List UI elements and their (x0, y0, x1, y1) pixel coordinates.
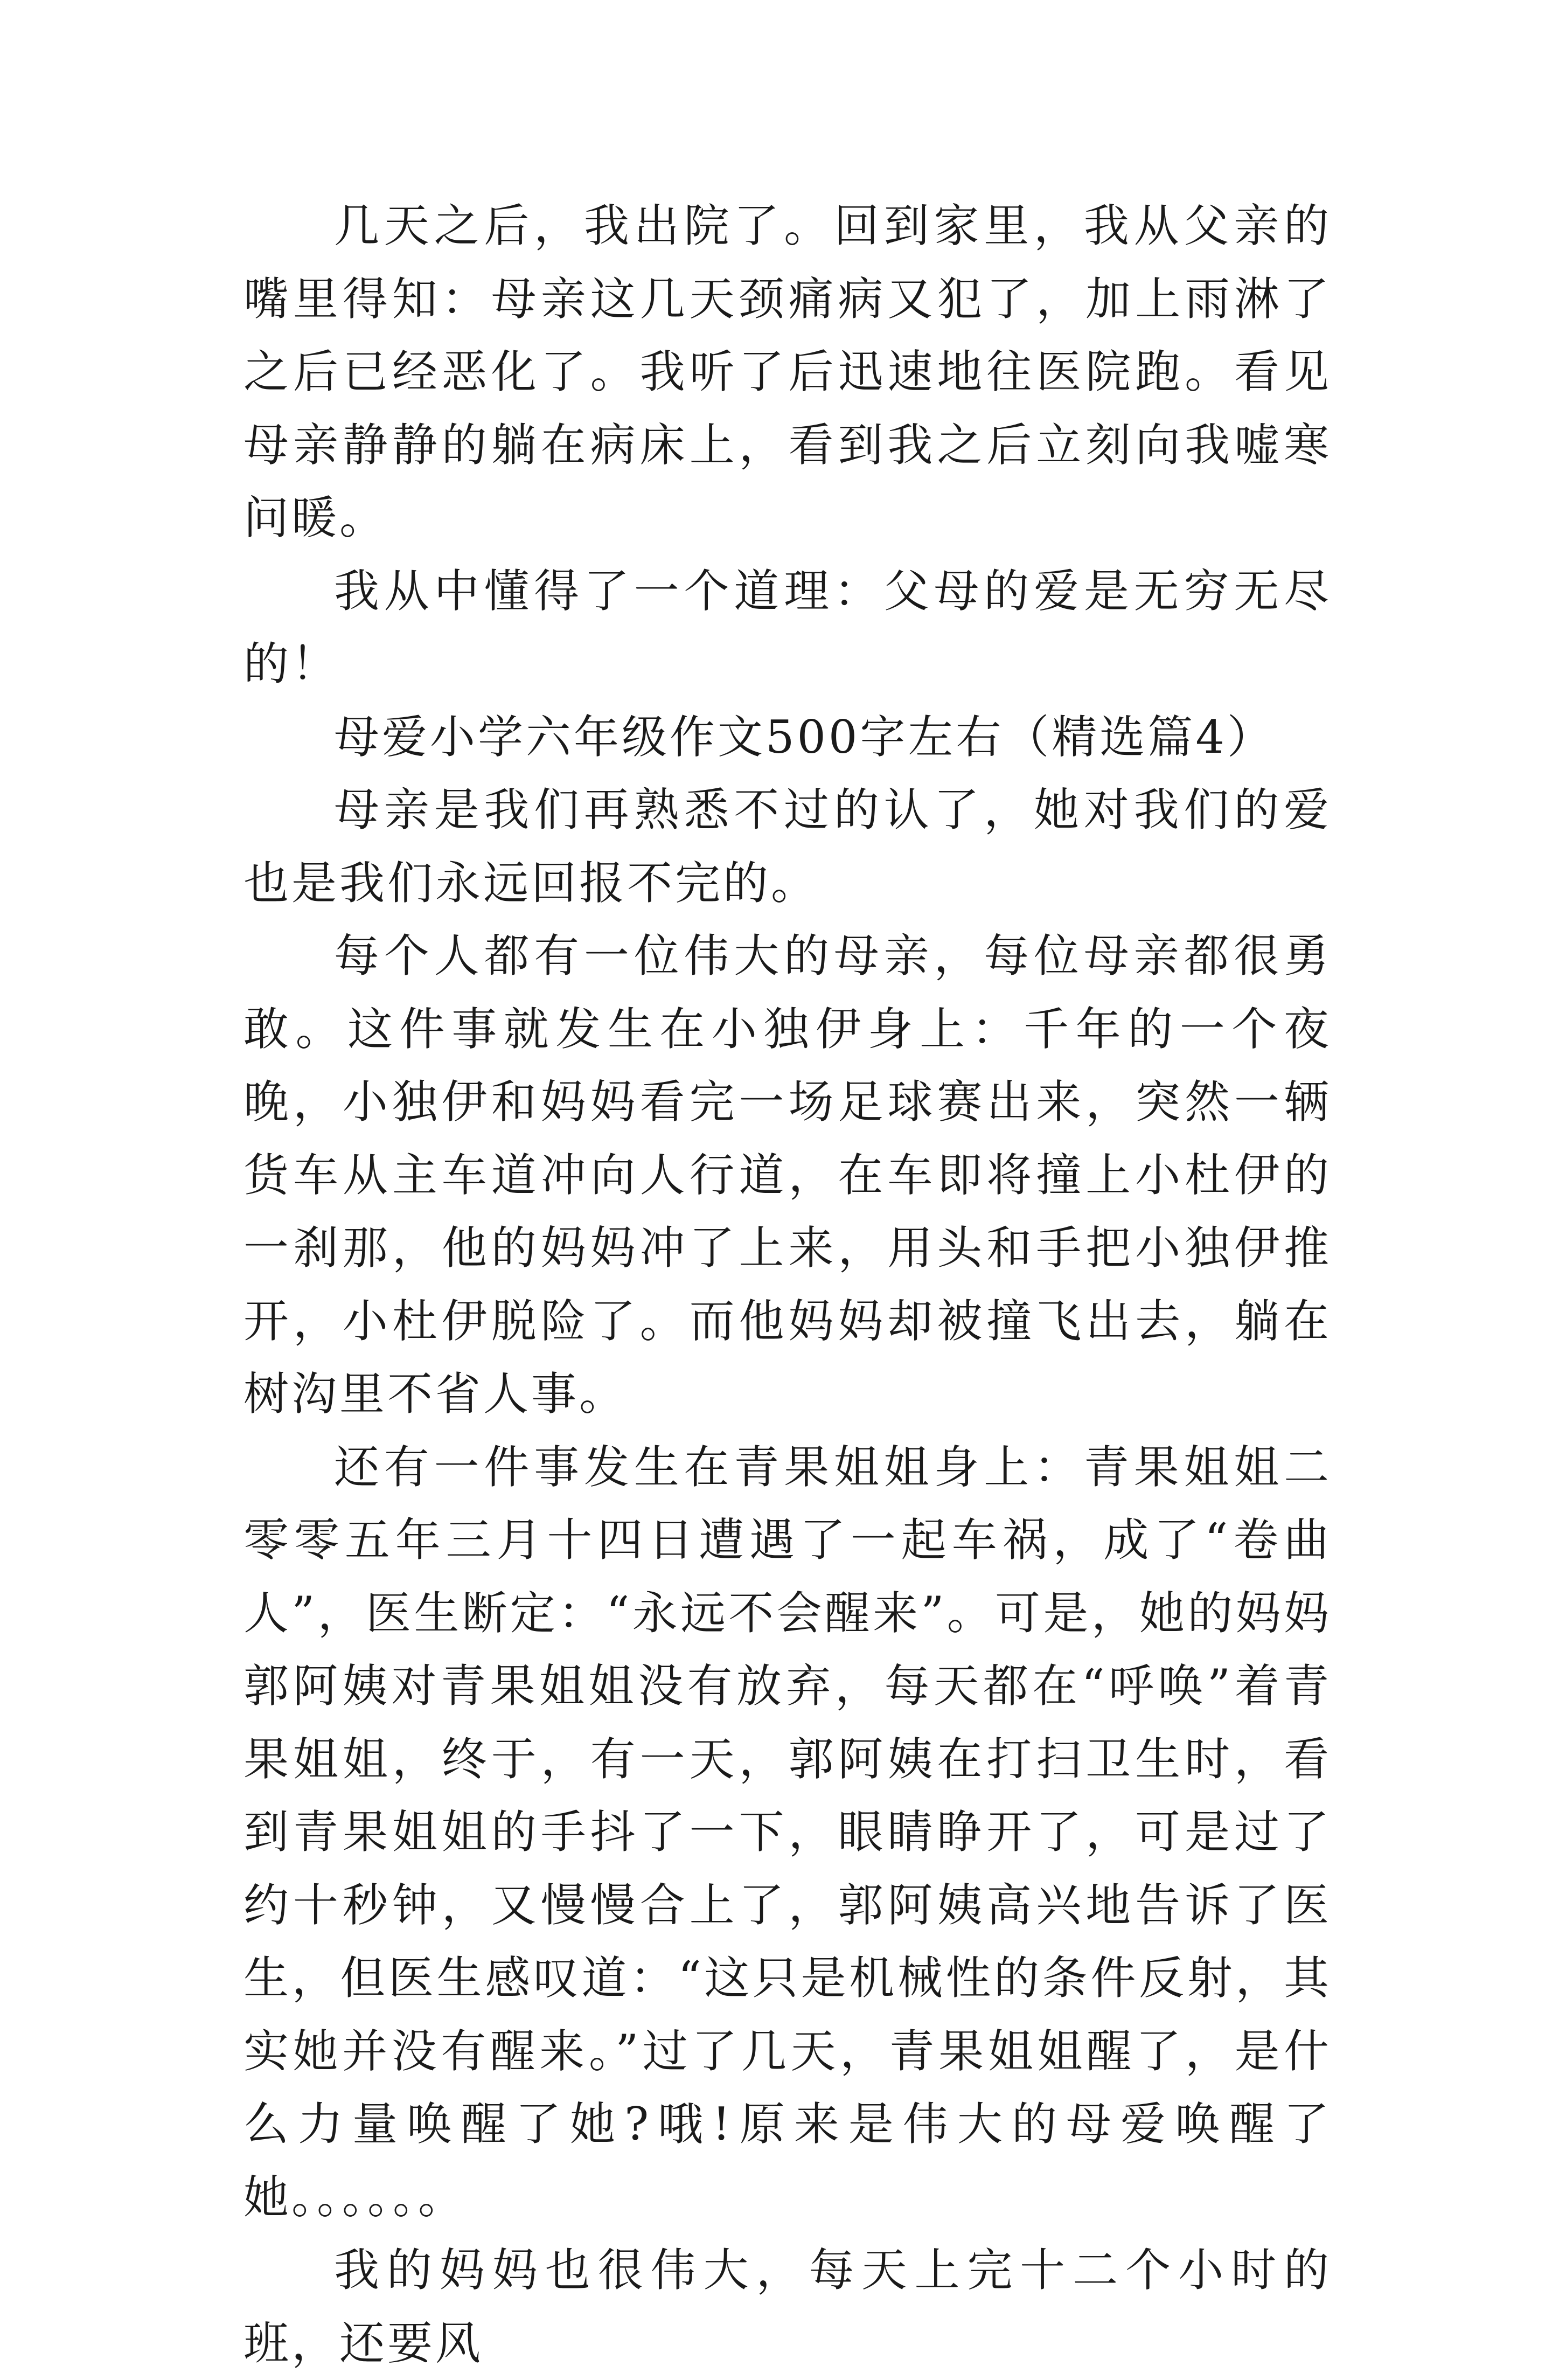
section-heading: 母爱小学六年级作文500字左右（精选篇4） (334, 710, 1275, 764)
paragraph: 每个人都有一位伟大的母亲，每位母亲都很勇敢。这件事就发生在小独伊身上：千年的一个夜晚，小独伊和妈妈看完一场足球赛出来，突然一辆货车从主车道冲向人行道，在车即将撞上小杜伊的一刹那，他的妈妈冲了上来，用头和手把小独伊推开，小杜伊脱险了。而他妈妈却被撞飞出去，躺在树沟里不省人事。 (243, 929, 1332, 1420)
paragraph: 还有一件事发生在青果姐姐身上：青果姐姐二零零五年三月十四日遭遇了一起车祸，成了“卷曲人”，医生断定：“永远不会醒来”。可是，她的妈妈郭阿姨对青果姐姐没有放弃，每天都在“呼唤”着青果姐姐，终于，有一天，郭阿姨在打扫卫生时，看到青果姐姐的手抖了一下，眼睛睁开了，可是过了约十秒钟，又慢慢合上了，郭阿姨高兴地告诉了医生，但医生感叹道：“这只是机械性的条件反射，其实她并没有醒来。”过了几天，青果姐姐醒了，是什么力量唤醒了她?哦!原来是伟大的母爱唤醒了她。。。。。。 (243, 1440, 1332, 2224)
paragraph: 几天之后，我出院了。回到家里，我从父亲的嘴里得知：母亲这几天颈痛病又犯了，加上雨淋了之后已经恶化了。我听了后迅速地往医院跑。看见母亲静静的躺在病床上，看到我之后立刻向我嘘寒问暖。 (243, 199, 1332, 544)
paragraph: 我的妈妈也很伟大，每天上完十二个小时的班，还要风 (243, 2244, 1332, 2370)
paragraph: 母亲是我们再熟悉不过的认了，她对我们的爱也是我们永远回报不完的。 (243, 783, 1332, 910)
paragraph: 我从中懂得了一个道理：父母的爱是无穷无尽的！ (243, 564, 1332, 690)
body-text (243, 190, 1332, 2380)
